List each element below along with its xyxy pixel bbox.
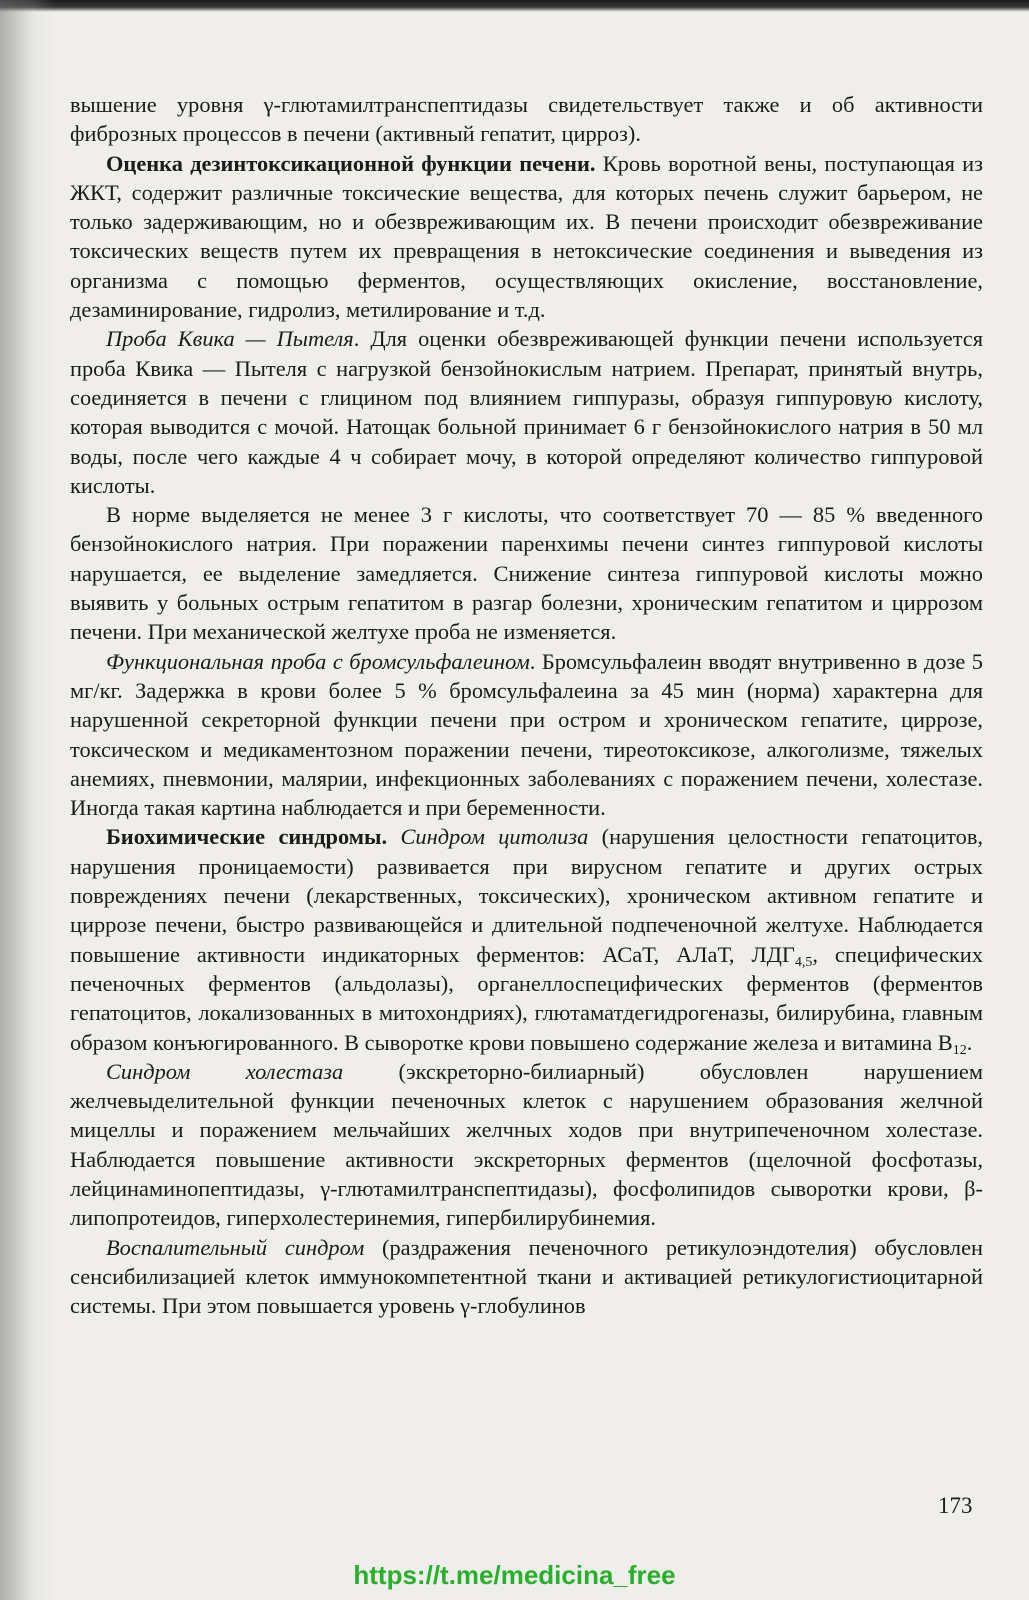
page-body-text xyxy=(70,90,983,1320)
bold-heading: Биохимические синдромы. xyxy=(106,824,388,850)
paragraph-cholestasis-syndrome xyxy=(70,1057,983,1233)
paragraph-inflammatory-syndrome xyxy=(70,1233,983,1321)
subscript: 12 xyxy=(952,1042,967,1058)
paragraph-bromsulfalein-test xyxy=(70,647,983,823)
text-run: . Бромсульфалеин вводят внутривенно в дозе 5 мг/кг. Задержка в крови более 5 % бромсульфалеина за 45 мин (норма) характерна для нарушенной секреторной функции печени при остром и хроническом гепатите, циррозе, токсическом и медикаментозном поражении печени, тиреотоксикозе, алкоголизме, тяжелых анемиях, пневмонии, малярии, инфекционных заболеваниях с поражением печени, холестазе. Иногда такая картина наблюдается и при беременности. xyxy=(70,648,983,821)
text-run: В норме выделяется не менее 3 г кислоты, что соответствует 70 — 85 % введенного бензойнокислого натрия. При поражении паренхимы печени синтез гиппуровой кислоты нарушается, ее выделение замедляется. Снижение синтеза гиппуровой кислоты можно выявить у больных острым гепатитом в разгар болезни, хроническим гепатитом и циррозом печени. При механической желтухе проба не изменяется. xyxy=(70,502,983,645)
page-number: 173 xyxy=(938,1493,973,1518)
paragraph-cytolysis-syndrome xyxy=(70,822,983,1056)
text-run: . xyxy=(966,1029,973,1055)
telegram-channel-link[interactable]: https://t.me/medicina_free xyxy=(353,1560,676,1590)
text-run: , специфических печеночных ферментов (альдолазы), органеллоспецифических ферментов (ферментов гепатоцитов, локализованных в митохондриях), глютаматдегидрогеназы, билирубина, главным образом конъюгированного. В сыворотке крови повышено содержание железа и витамина В xyxy=(70,941,983,1055)
paragraph-continuation xyxy=(70,90,983,149)
text-run: Кровь воротной вены, поступающая из ЖКТ, содержит различные токсические вещества, для которых печень служит барьером, не только задерживающим, но и обезвреживающим их. В печени происходит обезвреживание токсических веществ путем их превращения в нетоксические соединения и выведения из организма с помощью ферментов, осуществляющих окисление, восстановление, дезаминирование, гидролиз, метилирование и т.д. xyxy=(70,150,983,323)
italic-term: Синдром холестаза xyxy=(106,1058,344,1084)
italic-term: Функциональная проба с бромсульфалеином xyxy=(106,648,530,674)
text-run: вышение уровня γ-глютамилтранспептидазы свидетельствует также и об активности фиброзных процессов в печени (активный гепатит, цирроз). xyxy=(70,92,983,147)
bold-heading: Оценка дезинтоксикационной функции печени. xyxy=(106,150,596,176)
text-run xyxy=(387,824,400,849)
paragraph-norm-values xyxy=(70,500,983,646)
text-run: (раздражения печеночного ретикулоэндотелия) обусловлен сенсибилизацией клеток иммунокомпетентной ткани и активацией ретикулогистиоцитарной системы. При этом повышается уровень γ-глобулинов xyxy=(70,1234,983,1319)
italic-term: Воспалительный синдром xyxy=(106,1234,365,1260)
scan-top-edge xyxy=(0,0,1029,12)
book-spine-shadow xyxy=(0,0,55,1600)
paragraph-detox-function xyxy=(70,149,983,325)
italic-term: Синдром цитолиза xyxy=(400,824,589,850)
subscript: 4,5 xyxy=(794,954,813,970)
italic-term: Проба Квика — Пытеля xyxy=(106,326,354,352)
text-run: (экскреторно-билиарный) обусловлен нарушением желчевыделительной функции печеночных клеток с нарушением образования желчной мицеллы и поражением мельчайших желчных ходов при внутрипеченочном холестазе. Наблюдается повышение активности экскреторных ферментов (щелочной фосфотазы, лейцинаминопептидазы, γ-глютамилтранспептидазы), фосфолипидов сыворотки крови, β-липопротеидов, гиперхолестеринемия, гипербилирубинемия. xyxy=(70,1058,983,1231)
paragraph-quick-pytel-test xyxy=(70,324,983,500)
text-run: (нарушения целостности гепатоцитов, нарушения проницаемости) развивается при вирусном гепатите и других острых повреждениях печени (лекарственных, токсических), хроническом активном гепатите и циррозе печени, быстро развивающейся и длительной подпеченочной желтухе. Наблюдается повышение активности индикаторных ферментов: АСаТ, АЛаТ, ЛДГ xyxy=(70,824,983,967)
text-run: . Для оценки обезвреживающей функции печени используется проба Квика — Пытеля с нагрузкой бензойнокислым натрием. Препарат, принятый внутрь, соединяется в печени с глицином под влиянием гиппуразы, образуя гиппуровую кислоту, которая выводится с мочой. Натощак больной принимает 6 г бензойнокислого натрия в 50 мл воды, после чего каждые 4 ч собирает мочу, в которой определяют количество гиппуровой кислоты. xyxy=(70,326,983,498)
